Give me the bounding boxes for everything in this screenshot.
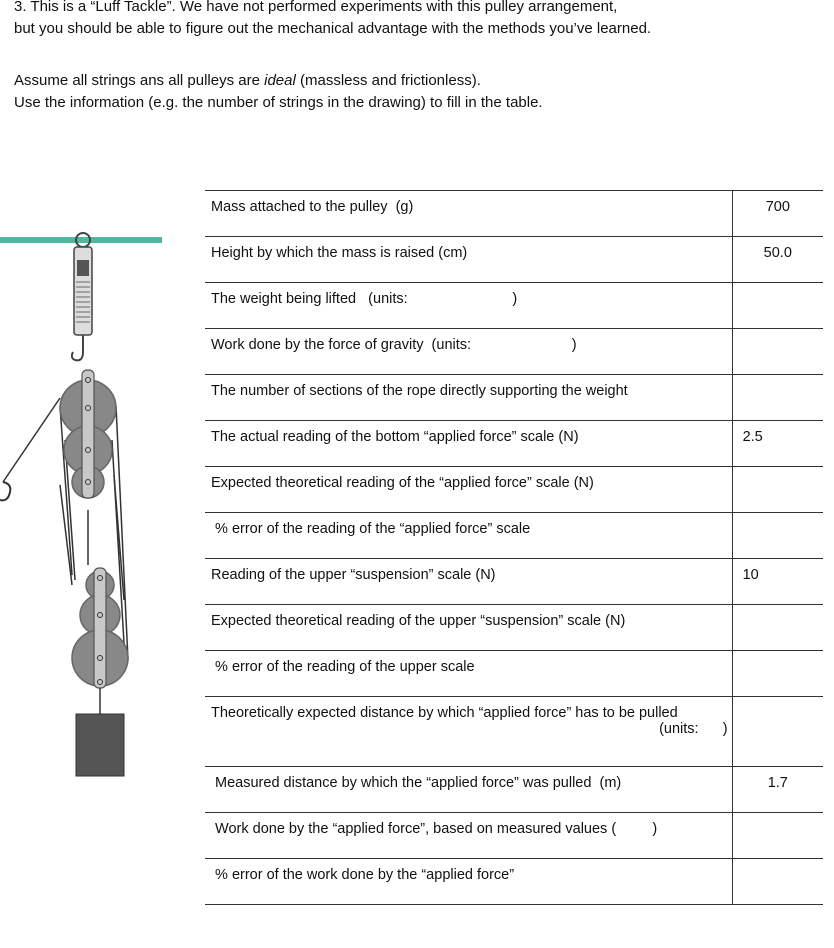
row-label: Measured distance by which the “applied force” was pulled (m) [205,767,732,813]
table-row [205,237,823,283]
row-label: The actual reading of the bottom “applied force” scale (N) [205,421,732,467]
intro-paragraph [14,0,651,40]
table-row [205,513,823,559]
row-value-input[interactable] [732,697,823,767]
row-value-input[interactable] [732,859,823,905]
row-value-input[interactable]: 2.5 [732,421,823,467]
row-value-input[interactable]: 700 [732,191,823,237]
table-row [205,283,823,329]
luff-tackle-figure [0,220,200,810]
row-label: Mass attached to the pulley (g) [205,191,732,237]
row-value-input[interactable] [732,813,823,859]
table-row [205,559,823,605]
row-label: The number of sections of the rope directly supporting the weight [205,375,732,421]
row-label: % error of the reading of the “applied force” scale [205,513,732,559]
table-row [205,767,823,813]
row-label: Work done by the “applied force”, based on measured values ( ) [205,813,732,859]
row-value-input[interactable] [732,375,823,421]
intro-line-1: 3. This is a “Luff Tackle”. We have not performed experiments with this pulley arrangement, [14,0,618,15]
assumption-text-end: (massless and frictionless). [295,72,481,89]
row-label: Theoretically expected distance by which “applied force” has to be pulled (units: ) [205,697,732,767]
table-row [205,859,823,905]
assumption-line-2: Use the information (e.g. the number of strings in the drawing) to fill in the table. [14,94,543,111]
row-value-input[interactable]: 1.7 [732,767,823,813]
table-row [205,191,823,237]
row-value-input[interactable] [732,651,823,697]
row-value-input[interactable] [732,513,823,559]
row-label: % error of the reading of the upper scale [205,651,732,697]
support-rail [0,237,162,243]
row-label: Reading of the upper “suspension” scale (N) [205,559,732,605]
table-row [205,467,823,513]
lower-pulley-block [72,568,128,714]
table-row [205,813,823,859]
row-value-input[interactable] [732,283,823,329]
suspension-scale [72,233,92,360]
row-label: % error of the work done by the “applied force” [205,859,732,905]
row-value-input[interactable] [732,467,823,513]
intro-line-2: but you should be able to figure out the mechanical advantage with the methods you’ve learned. [14,20,652,37]
assumption-text-start: Assume all strings ans all pulleys are [14,72,265,89]
row-value-input[interactable] [732,329,823,375]
assumption-ideal-word: ideal [264,72,296,89]
table-row [205,375,823,421]
row-label: Expected theoretical reading of the upper “suspension” scale (N) [205,605,732,651]
table-row [205,329,823,375]
table-row [205,697,823,767]
table-row [205,605,823,651]
data-table [205,190,823,905]
row-value-input[interactable]: 10 [732,559,823,605]
assumptions-paragraph [14,70,543,114]
applied-force-hook [0,482,10,500]
hanging-weight [76,714,124,776]
row-label: Height by which the mass is raised (cm) [205,237,732,283]
row-label: Work done by the force of gravity (units: ) [205,329,732,375]
table-row [205,421,823,467]
units-note: (units: ) [659,721,728,737]
row-value-input[interactable] [732,605,823,651]
table-row [205,651,823,697]
row-value-input[interactable]: 50.0 [732,237,823,283]
row-label: Expected theoretical reading of the “applied force” scale (N) [205,467,732,513]
row-label: The weight being lifted (units: ) [205,283,732,329]
assumption-line-1 [14,70,543,92]
